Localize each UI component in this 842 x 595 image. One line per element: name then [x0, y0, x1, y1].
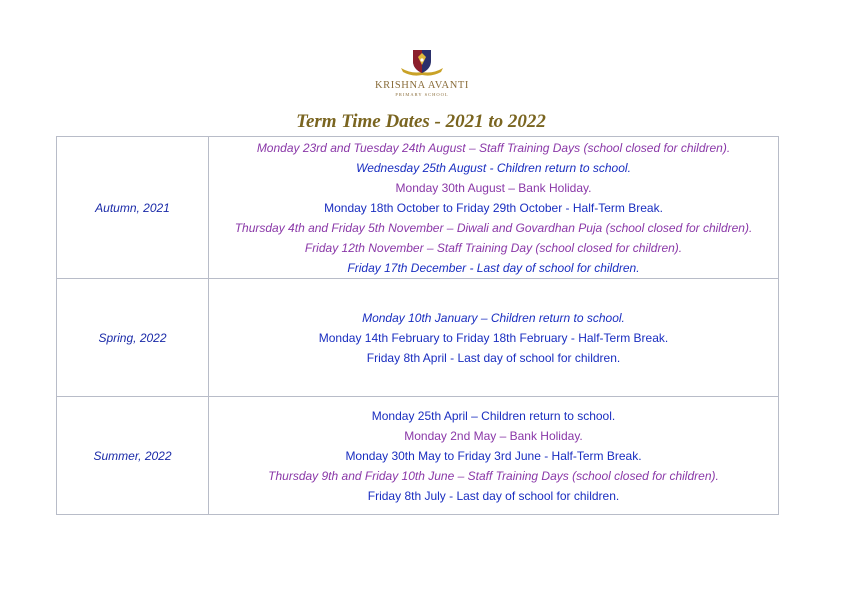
date-line: Monday 14th February to Friday 18th February - Half-Term Break.	[318, 330, 669, 345]
term-name: Autumn, 2021	[57, 137, 209, 279]
date-line: Wednesday 25th August - Children return to school.	[356, 160, 631, 175]
date-line: Monday 10th January – Children return to school.	[362, 310, 625, 325]
date-line: Thursday 4th and Friday 5th November – Diwali and Govardhan Puja (school closed for children).	[234, 220, 753, 235]
date-line: Friday 8th April - Last day of school for children.	[366, 350, 621, 365]
term-name: Spring, 2022	[57, 279, 209, 397]
date-line: Monday 23rd and Tuesday 24th August – Staff Training Days (school closed for children).	[256, 140, 731, 155]
table-row-summer	[57, 397, 779, 515]
term-name: Summer, 2022	[57, 397, 209, 515]
date-line: Monday 30th August – Bank Holiday.	[395, 180, 592, 195]
date-line: Monday 30th May to Friday 3rd June - Half-Term Break.	[345, 448, 642, 463]
date-line: Friday 17th December - Last day of school for children.	[347, 260, 640, 275]
term-dates-cell	[209, 397, 779, 515]
school-logo	[372, 48, 472, 98]
page-title: Term Time Dates - 2021 to 2022	[296, 111, 546, 132]
date-line: Monday 2nd May – Bank Holiday.	[404, 428, 583, 443]
table-row-autumn	[57, 137, 779, 279]
school-crest-icon	[399, 48, 445, 78]
date-line: Friday 8th July - Last day of school for children.	[367, 488, 620, 503]
term-dates-cell	[209, 137, 779, 279]
date-line: Thursday 9th and Friday 10th June – Staff Training Days (school closed for children).	[268, 468, 719, 483]
date-line: Monday 18th October to Friday 29th October - Half-Term Break.	[324, 200, 663, 215]
school-subtitle: PRIMARY SCHOOL	[395, 92, 449, 97]
term-dates-cell	[209, 279, 779, 397]
school-name: KRISHNA AVANTI	[374, 80, 470, 91]
date-line: Friday 12th November – Staff Training Day (school closed for children).	[304, 240, 683, 255]
table-row-spring	[57, 279, 779, 397]
term-dates-table	[56, 136, 779, 515]
date-line: Monday 25th April – Children return to school.	[371, 408, 616, 423]
